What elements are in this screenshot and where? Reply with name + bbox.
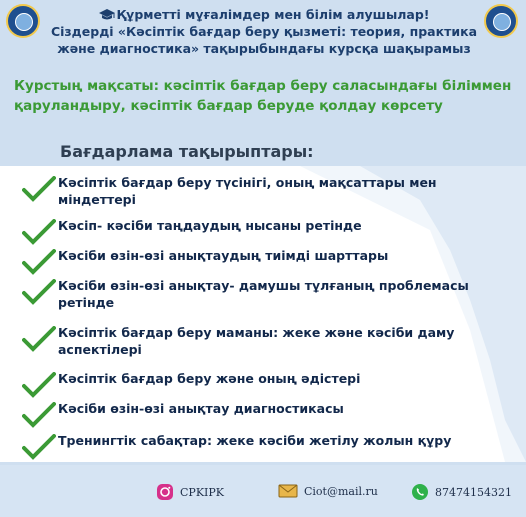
list-item: Кәсіптік бағдар беру маманы: жеке және кәсіби даму аспектілері [22,324,502,358]
check-icon [22,279,56,305]
check-icon [22,249,56,275]
instagram-handle: CPKIPK [180,485,224,499]
list-item: Кәсіп- кәсіби таңдаудың нысаны ретінде [22,217,502,234]
email-address: Ciot@mail.ru [304,484,378,498]
invitation-text: Сіздерді «Кәсіптік бағдар беру қызметі: теория, практика және диагностика» тақырыбындағы курсқа шақырамыз [50,24,478,56]
program-title: Бағдарлама тақырыптары: [60,142,314,161]
list-item: Кәсіби өзін-өзі анықтау- дамушы тұлғаның проблемасы ретінде [22,277,502,311]
list-item: Кәсіптік бағдар беру және оның әдістері [22,370,502,387]
left-logo [6,4,40,38]
whatsapp-contact[interactable] [411,483,512,501]
whatsapp-number: 87474154321 [435,485,512,499]
greeting-text: Құрметті мұғалімдер мен білім алушылар! [116,7,430,22]
course-goal: Курстың мақсаты: кәсіптік бағдар беру саласындағы біліммен қаруландыру, кәсіптік бағдар беруде қолдау көрсету [14,78,512,114]
list-item: Кәсіби өзін-өзі анықтаудың тиімді шарттары [22,247,502,264]
list-item: Тренингтік сабақтар: жеке кәсіби жетілу жолын құру [22,432,502,449]
whatsapp-icon [411,483,429,501]
graduation-cap-icon [99,9,115,21]
email-contact[interactable] [278,483,378,499]
check-icon [22,326,56,352]
check-icon [22,219,56,245]
check-icon [22,176,56,202]
instagram-icon [156,483,174,501]
check-icon [22,402,56,428]
instagram-contact[interactable] [156,483,224,501]
check-icon [22,434,56,460]
envelope-icon [278,483,298,499]
check-icon [22,372,56,398]
list-item: Кәсіби өзін-өзі анықтау диагностикасы [22,400,502,417]
header [44,6,484,57]
right-logo [484,4,518,38]
list-item: Кәсіптік бағдар беру түсінігі, оның мақсаттары мен міндеттері [22,174,502,208]
